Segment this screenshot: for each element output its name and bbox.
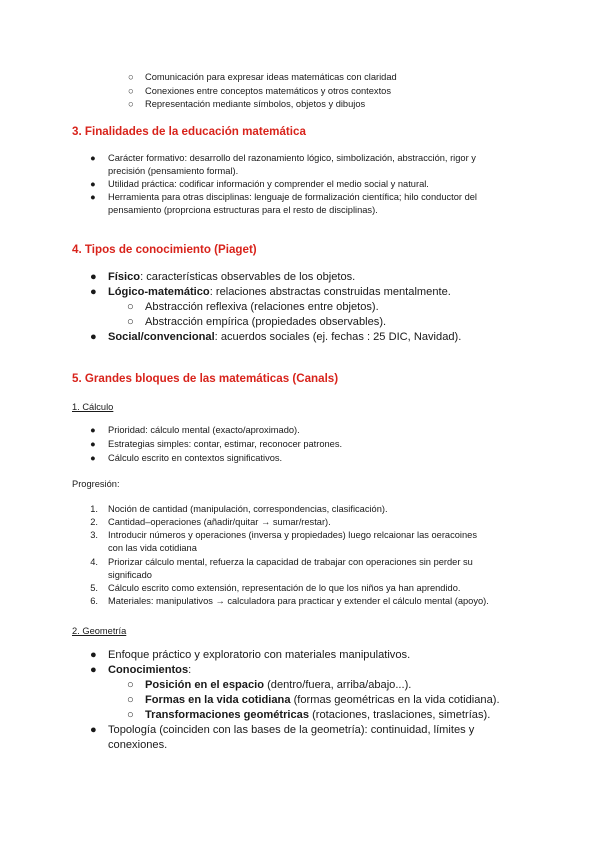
definition: : características observables de los objetos.: [140, 271, 356, 283]
list-item-continued: significado: [108, 570, 152, 580]
list-item: Estrategias simples: contar, estimar, reconocer patrones.: [108, 439, 343, 449]
list-item: [145, 693, 500, 708]
subsection-heading: 1. Cálculo: [72, 402, 114, 412]
bullet-dot: ●: [90, 271, 97, 283]
list-item-continued: con las vida cotidiana: [108, 543, 197, 553]
subsection-heading: 2. Geometría: [72, 626, 127, 636]
definition: (rotaciones, traslaciones, simetrías).: [309, 709, 491, 721]
list-item-continued: pensamiento (proprciona estructuras para el resto de disciplinas).: [108, 205, 378, 215]
bullet-dot: ●: [90, 192, 96, 202]
step-number: 2.: [90, 517, 98, 527]
list-item: Comunicación para expresar ideas matemáticas con claridad: [145, 72, 397, 82]
list-item: Cálculo escrito como extensión, representación de lo que los niños ya han aprendido.: [108, 583, 461, 593]
term: Lógico-matemático: [108, 286, 210, 298]
list-item: Representación mediante símbolos, objetos y dibujos: [145, 99, 366, 109]
term: Posición en el espacio: [145, 679, 264, 691]
sub-bullet: ○: [128, 86, 134, 96]
list-item: Introducir números y operaciones (inversa y propiedades) luego relcaionar las oeracoines: [108, 530, 477, 540]
definition: (dentro/fuera, arriba/abajo...).: [264, 679, 412, 691]
list-item: Prioridad: cálculo mental (exacto/aproximado).: [108, 425, 300, 435]
bullet-dot: ●: [90, 425, 96, 435]
list-item: [145, 678, 411, 693]
section-heading: 5. Grandes bloques de las matemáticas (Canals): [72, 372, 339, 385]
bullet-dot: ●: [90, 179, 96, 189]
sub-bullet: ○: [127, 316, 134, 328]
bullet-dot: ●: [90, 453, 96, 463]
term: Transformaciones geométricas: [145, 709, 310, 721]
list-item: Abstracción empírica (propiedades observables).: [145, 316, 387, 328]
sub-bullet: ○: [127, 709, 134, 721]
term: Social/convencional: [108, 331, 215, 343]
step-number: 5.: [90, 583, 98, 593]
bullet-dot: ●: [90, 286, 97, 298]
list-item: Materiales: manipulativos → calculadora para practicar y extender el cálculo mental (apoyo).: [108, 596, 489, 606]
list-item: Noción de cantidad (manipulación, correspondencias, clasificación).: [108, 504, 388, 514]
list-item: Cálculo escrito en contextos significativos.: [108, 453, 283, 463]
list-item: [108, 270, 355, 285]
bullet-dot: ●: [90, 439, 96, 449]
list-item: Utilidad práctica: codificar información y comprender el medio social y natural.: [108, 179, 429, 189]
progression-label: Progresión:: [72, 479, 120, 489]
definition: : acuerdos sociales (ej. fechas : 25 DIC, Navidad).: [214, 331, 462, 343]
list-item: Enfoque práctico y exploratorio con materiales manipulativos.: [108, 649, 411, 661]
list-item-continued: precisión (pensamiento formal).: [108, 166, 239, 176]
list-item: [108, 663, 191, 678]
definition: (formas geométricas en la vida cotidiana).: [290, 694, 500, 706]
step-number: 4.: [90, 557, 98, 567]
list-item: [145, 708, 490, 723]
list-item: Conexiones entre conceptos matemáticos y otros contextos: [145, 86, 391, 96]
step-number: 3.: [90, 530, 98, 540]
step-number: 1.: [90, 504, 98, 514]
bullet-dot: ●: [90, 331, 97, 343]
list-item: Cantidad–operaciones (añadir/quitar → sumar/restar).: [108, 517, 331, 527]
sub-bullet: ○: [127, 301, 134, 313]
term: Formas en la vida cotidiana: [145, 694, 291, 706]
colon: :: [188, 664, 192, 676]
list-item: Abstracción reflexiva (relaciones entre objetos).: [145, 301, 379, 313]
list-item: [108, 285, 451, 300]
step-number: 6.: [90, 596, 98, 606]
list-item: Carácter formativo: desarrollo del razonamiento lógico, simbolización, abstracción, rigor y: [108, 153, 476, 163]
sub-bullet: ○: [127, 694, 134, 706]
bullet-dot: ●: [90, 153, 96, 163]
sub-bullet: ○: [127, 679, 134, 691]
sub-bullet: ○: [128, 72, 134, 82]
list-item: Priorizar cálculo mental, refuerza la capacidad de trabajar con operaciones sin perder su: [108, 557, 473, 567]
definition: : relaciones abstractas construidas mentalmente.: [209, 286, 451, 298]
list-item: [108, 330, 461, 345]
term: Conocimientos: [108, 664, 189, 676]
section-heading: 3. Finalidades de la educación matemática: [72, 125, 306, 138]
list-item: Herramienta para otras disciplinas: lenguaje de formalización científica; hilo conductor del: [108, 192, 477, 202]
bullet-dot: ●: [90, 649, 97, 661]
list-item-continued: conexiones.: [108, 739, 168, 751]
term: Físico: [108, 271, 141, 283]
sub-bullet: ○: [128, 99, 134, 109]
bullet-dot: ●: [90, 664, 97, 676]
bullet-dot: ●: [90, 724, 97, 736]
section-heading: 4. Tipos de conocimiento (Piaget): [72, 243, 257, 256]
list-item: Topología (coinciden con las bases de la geometría): continuidad, límites y: [108, 724, 475, 736]
